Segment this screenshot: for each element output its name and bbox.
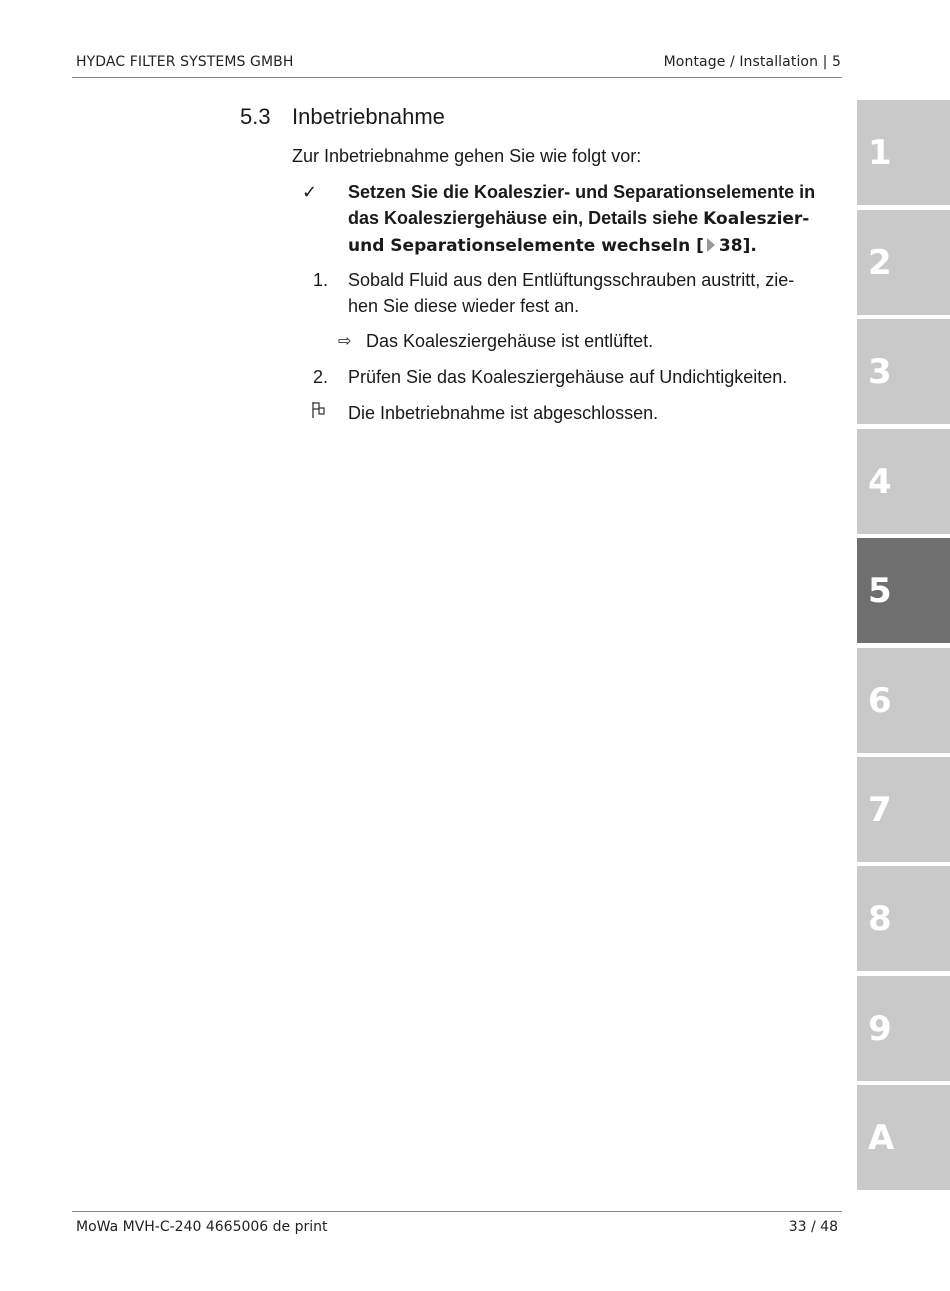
chapter-tab-label: A: [868, 1117, 895, 1158]
completion-text: Die Inbetriebnahme ist abgeschlossen.: [348, 403, 659, 423]
chapter-tab-9[interactable]: [857, 976, 950, 1081]
chapter-tab-a[interactable]: [857, 1085, 950, 1190]
chapter-tab-1[interactable]: [857, 100, 950, 205]
step-text: Prüfen Sie das Koalesziergehäuse auf Undichtigkeiten.: [348, 367, 788, 387]
document-id: MoWa MVH-C-240 4665006 de print: [76, 1219, 328, 1235]
intro-text: Zur Inbetriebnahme gehen Sie wie folgt vor:: [292, 146, 642, 166]
result-arrow-icon: ⇨: [338, 333, 352, 350]
company-name: HYDAC FILTER SYSTEMS GMBH: [76, 54, 294, 70]
section-number: 5.3: [240, 104, 271, 129]
header-section: Montage / Installation | 5: [663, 54, 841, 70]
chapter-tab-label: 8: [868, 898, 892, 939]
chapter-tab-3[interactable]: [857, 319, 950, 424]
check-icon: ✓: [302, 182, 318, 202]
step-text: [348, 267, 838, 319]
step-number: 1.: [313, 270, 329, 290]
step-result: Das Koalesziergehäuse ist entlüftet.: [366, 331, 654, 351]
chapter-tab-7[interactable]: [857, 757, 950, 862]
chapter-tab-6[interactable]: [857, 648, 950, 753]
header-rule: [72, 77, 842, 78]
finish-flag-icon: [310, 400, 328, 427]
precondition-lead: Setzen Sie die Koaleszier- und Separationselemente in das Koalesziergehäuse ein, Details siehe: [348, 182, 816, 228]
chapter-tab-5[interactable]: [857, 538, 950, 643]
footer-rule: [72, 1211, 842, 1212]
step-text-line: hen Sie diese wieder fest an.: [348, 296, 580, 316]
cross-reference-close: ].: [742, 236, 757, 256]
chapter-tab-label: 5: [868, 570, 892, 611]
step-number: 2.: [313, 367, 329, 387]
chapter-tab-8[interactable]: [857, 866, 950, 971]
chapter-tab-2[interactable]: [857, 210, 950, 315]
chapter-tab-label: 6: [868, 680, 892, 721]
step-text-line: Sobald Fluid aus den Entlüftungsschrauben austritt, zie-: [348, 270, 795, 290]
section-title: Inbetriebnahme: [292, 104, 445, 129]
chapter-tab-label: 7: [868, 789, 892, 830]
precondition-text: [348, 179, 838, 259]
chapter-tab-label: 2: [868, 242, 892, 283]
chapter-tab-label: 4: [868, 461, 892, 502]
page-arrow-icon: [707, 238, 715, 252]
chapter-tab-label: 1: [868, 132, 892, 173]
chapter-tab-label: 3: [868, 351, 892, 392]
page-number: 33 / 48: [788, 1219, 838, 1235]
cross-reference-title: Koaleszier- und Separationselemente wechseln [: [348, 209, 810, 256]
chapter-tab-4[interactable]: [857, 429, 950, 534]
chapter-tab-label: 9: [868, 1008, 892, 1049]
cross-reference-page: 38: [718, 236, 743, 256]
